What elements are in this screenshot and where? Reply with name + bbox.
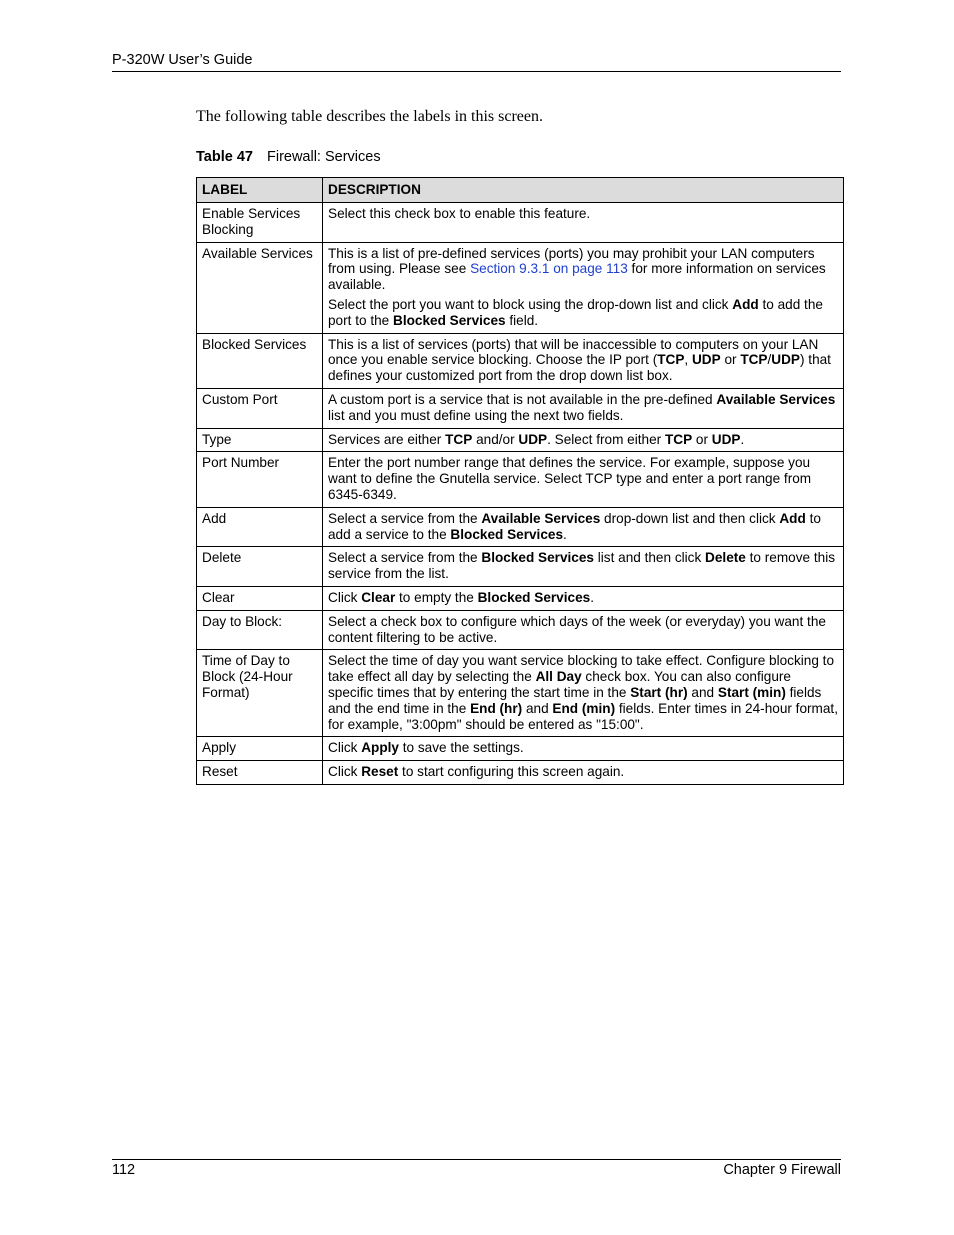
services-table bbox=[196, 177, 844, 785]
table-row bbox=[197, 388, 844, 428]
table-row bbox=[197, 761, 844, 785]
row-label: Blocked Services bbox=[197, 333, 323, 388]
table-row bbox=[197, 586, 844, 610]
description-column-header: DESCRIPTION bbox=[323, 178, 844, 203]
row-description: Select a check box to configure which days of the week (or everyday) you want the content filtering to be active. bbox=[323, 610, 844, 650]
row-description: This is a list of pre-defined services (ports) you may prohibit your LAN computers from using. Please see Section 9.3.1 on page 113 for more information on services available. Select the port you want to block using the drop-down list and click Add to add the port to the Blocked Services field. bbox=[323, 242, 844, 333]
row-label: Type bbox=[197, 428, 323, 452]
section-link[interactable]: Section 9.3.1 on page 113 bbox=[470, 261, 628, 277]
row-label: Apply bbox=[197, 737, 323, 761]
table-row bbox=[197, 610, 844, 650]
table-row bbox=[197, 507, 844, 547]
row-label: Available Services bbox=[197, 242, 323, 333]
table-row bbox=[197, 737, 844, 761]
row-description: Select a service from the Available Services drop-down list and then click Add to add a service to the Blocked Services. bbox=[323, 507, 844, 547]
row-description: Enter the port number range that defines the service. For example, suppose you want to define the Gnutella service. Select TCP type and enter a port range from 6345-6349. bbox=[323, 452, 844, 507]
row-label: Enable Services Blocking bbox=[197, 203, 323, 243]
header-rule bbox=[112, 71, 841, 72]
row-label: Day to Block: bbox=[197, 610, 323, 650]
row-description: Click Apply to save the settings. bbox=[323, 737, 844, 761]
row-description: Services are either TCP and/or UDP. Select from either TCP or UDP. bbox=[323, 428, 844, 452]
table-caption-number: Table 47 bbox=[196, 149, 253, 165]
chapter-title: Chapter 9 Firewall bbox=[723, 1162, 841, 1178]
row-label: Clear bbox=[197, 586, 323, 610]
label-column-header: LABEL bbox=[197, 178, 323, 203]
row-description: Click Reset to start configuring this screen again. bbox=[323, 761, 844, 785]
row-description: A custom port is a service that is not available in the pre-defined Available Services list and you must define using the next two fields. bbox=[323, 388, 844, 428]
table-row bbox=[197, 650, 844, 737]
table-row bbox=[197, 428, 844, 452]
row-label: Time of Day to Block (24-Hour Format) bbox=[197, 650, 323, 737]
row-description: Select this check box to enable this feature. bbox=[323, 203, 844, 243]
row-description: Select the time of day you want service blocking to take effect. Configure blocking to take effect all day by selecting the All Day check box. You can also configure specific times that by entering the start time in the Start (hr) and Start (min) fields and the end time in the End (hr) and End (min) fields. Enter times in 24-hour format, for example, "3:00pm" should be entered as "15:00". bbox=[323, 650, 844, 737]
row-description: This is a list of services (ports) that will be inaccessible to computers on your LAN once you enable service blocking. Choose the IP port (TCP, UDP or TCP/UDP) that defines your customized port from the drop down list box. bbox=[323, 333, 844, 388]
row-label: Add bbox=[197, 507, 323, 547]
table-row bbox=[197, 547, 844, 587]
row-label: Delete bbox=[197, 547, 323, 587]
row-label: Port Number bbox=[197, 452, 323, 507]
footer-rule bbox=[112, 1159, 841, 1160]
table-header-row bbox=[197, 178, 844, 203]
table-caption-title: Firewall: Services bbox=[266, 149, 381, 165]
table-row bbox=[197, 333, 844, 388]
table-row bbox=[197, 242, 844, 333]
row-description: Select a service from the Blocked Services list and then click Delete to remove this service from the list. bbox=[323, 547, 844, 587]
table-row bbox=[197, 203, 844, 243]
row-label: Custom Port bbox=[197, 388, 323, 428]
running-header: P-320W User’s Guide bbox=[112, 52, 253, 68]
row-label: Reset bbox=[197, 761, 323, 785]
intro-text: The following table describes the labels in this screen. bbox=[196, 108, 544, 125]
table-caption bbox=[196, 149, 381, 165]
page-number: 112 bbox=[112, 1162, 136, 1178]
row-description: Click Clear to empty the Blocked Services. bbox=[323, 586, 844, 610]
table-row bbox=[197, 452, 844, 507]
